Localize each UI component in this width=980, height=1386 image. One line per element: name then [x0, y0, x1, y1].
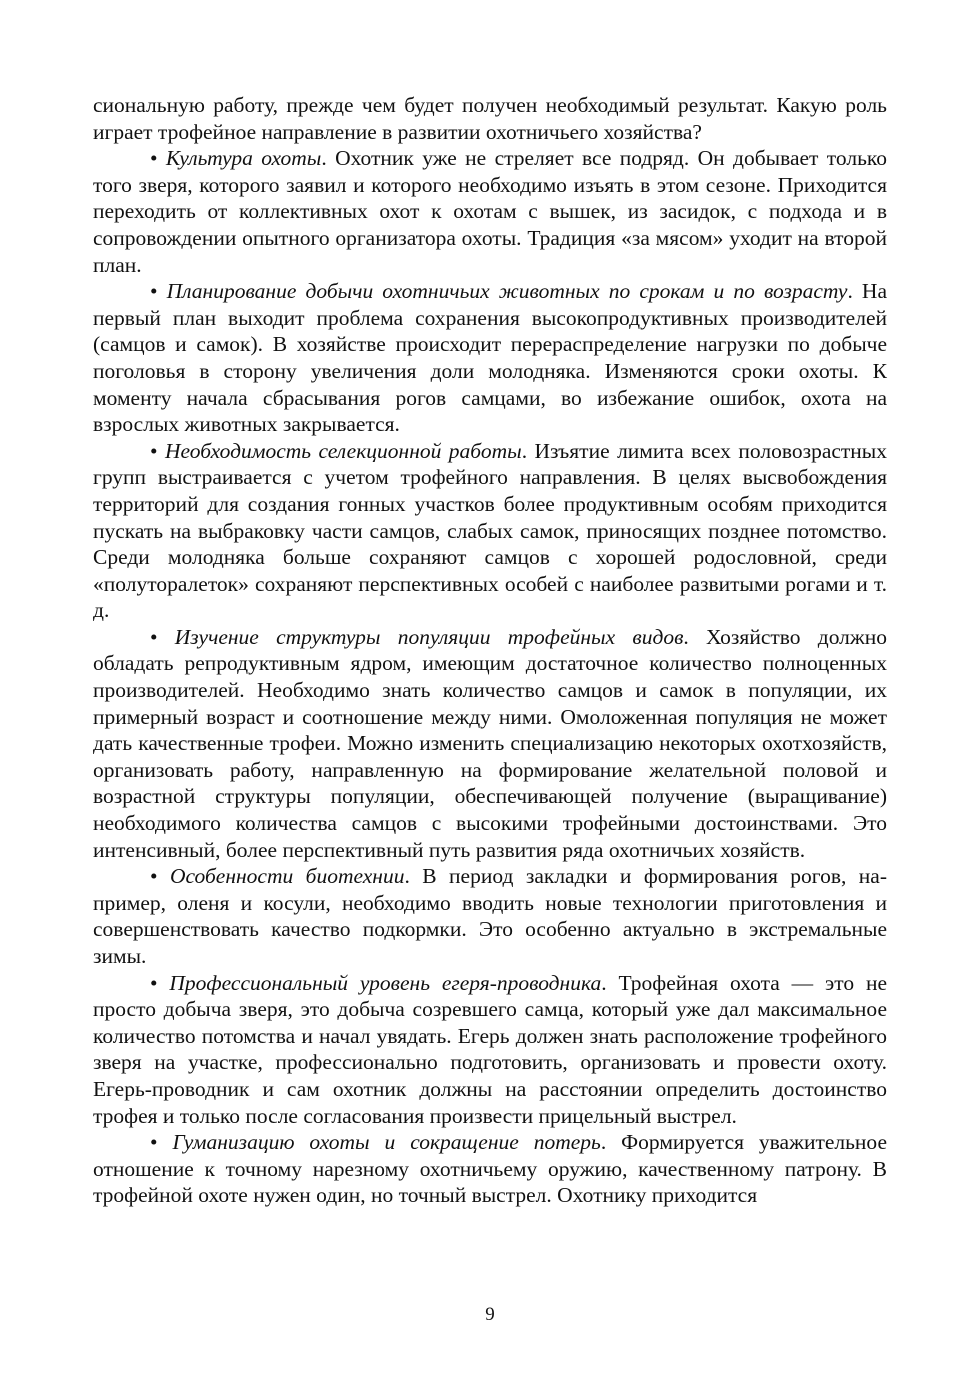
bullet-icon: • — [150, 146, 158, 171]
item-term: Культура охоты — [165, 146, 322, 171]
bullet-icon: • — [150, 279, 158, 304]
item-text: . На первый план выходит проблема сохранения высокопродуктивных производителей (самцов и самок). В хозяйстве происходит перераспределение нагрузки по добыче поголовья в сторону увеличения доли молодняка. Изменяются сроки охоты. К моменту начала сбрасывания рогов самцами, во избежание ошибок, охота на взрослых животных закрывается. — [93, 279, 887, 437]
list-item — [93, 438, 887, 624]
bullet-icon: • — [150, 624, 158, 649]
item-text: . Охотник уже не стреляет все подряд. Он добывает только того зверя, которого заявил и которого необходимо изъять в этом сезоне. Приходится переходить от коллективных охот к охотам с вышек, из засидок, с подхода и в сопровождении опытного организатора охоты. Традиция «за мясом» уходит на второй план. — [93, 146, 887, 277]
item-text: . Трофейная охота — это не просто добыча зверя, это добыча созревшего самца, который уже дал максимальное количество потомства и начал увядать. Егерь должен знать расположение трофейного зверя на участке, профессионально подготовить, организовать и провести охоту. Егерь-проводник и сам охотник должны на расстоянии определить достоинство трофея и только после согласования произвести прицельный выстрел. — [93, 970, 887, 1128]
item-text: . Изъятие лимита всех половозрастных групп выстраивается с учетом трофейного направления. В целях высвобождения территорий для создания гонных участков более продуктивным особям приходится пускать на выбраковку части самцов, слабых самок, приносящих позднее потомство. Среди молодняка больше сохраняют самцов с хорошей родословной, среди «полуторалеток» сохраняют перспективных особей с наиболее развитыми рогами и т. д. — [93, 438, 887, 623]
document-page — [93, 92, 887, 1209]
list-item — [93, 863, 887, 969]
list-item — [93, 1129, 887, 1209]
bullet-icon: • — [150, 864, 158, 889]
bullet-icon: • — [150, 970, 158, 995]
item-term: Гуманизацию охоты и сокращение потерь — [172, 1130, 601, 1155]
item-term: Планирование добычи охотничьих животных по срокам и по возрасту — [166, 279, 848, 304]
list-item — [93, 624, 887, 863]
item-term: Профессиональный уровень егеря-проводника — [169, 970, 602, 995]
item-term: Особенности биотехнии — [169, 864, 405, 889]
intro-paragraph: сиональную работу, прежде чем будет получен необходимый результат. Какую роль играет трофейное направление в развитии охотничьего хозяйства? — [93, 93, 887, 144]
bullet-icon: • — [150, 438, 158, 463]
item-text: . Хозяйство должно обладать репродуктивным ядром, имеющим достаточное количество полноценных производителей. Необходимо знать количество самцов и самок в популяции, их примерный возраст и соотношение между ними. Омоложенная популяция не может дать качественные трофеи. Можно изменить специализацию некоторых охотхозяйств, организовать работу, направленную на формирование желательной половой и возрастной структуры популяции, обеспечивающей получение (выращивание) необходимого количества самцов с высокими трофейными достоинствами. Это интенсивный, более перспективный путь развития ряда охотничьих хозяйств. — [93, 624, 887, 862]
item-text: . В период закладки и формирования рогов, например, оленя и косули, необходимо вводить новые технологии приготовления и совершенствовать качество подкормки. Это особенно актуально в экстремальные зимы. — [93, 864, 887, 968]
list-item — [93, 145, 887, 278]
list-item — [93, 278, 887, 438]
list-item — [93, 970, 887, 1130]
item-term: Изучение структуры популяции трофейных видов — [174, 624, 684, 649]
item-term: Необходимость селекционной работы — [164, 438, 522, 463]
page-number: 9 — [485, 1304, 495, 1325]
bullet-icon: • — [150, 1130, 158, 1155]
item-text: . Формируется уважительное отношение к точному нарезному охотничьему оружию, качественному патрону. В трофейной охоте нужен один, но точный выстрел. Охотнику приходится — [93, 1130, 887, 1208]
